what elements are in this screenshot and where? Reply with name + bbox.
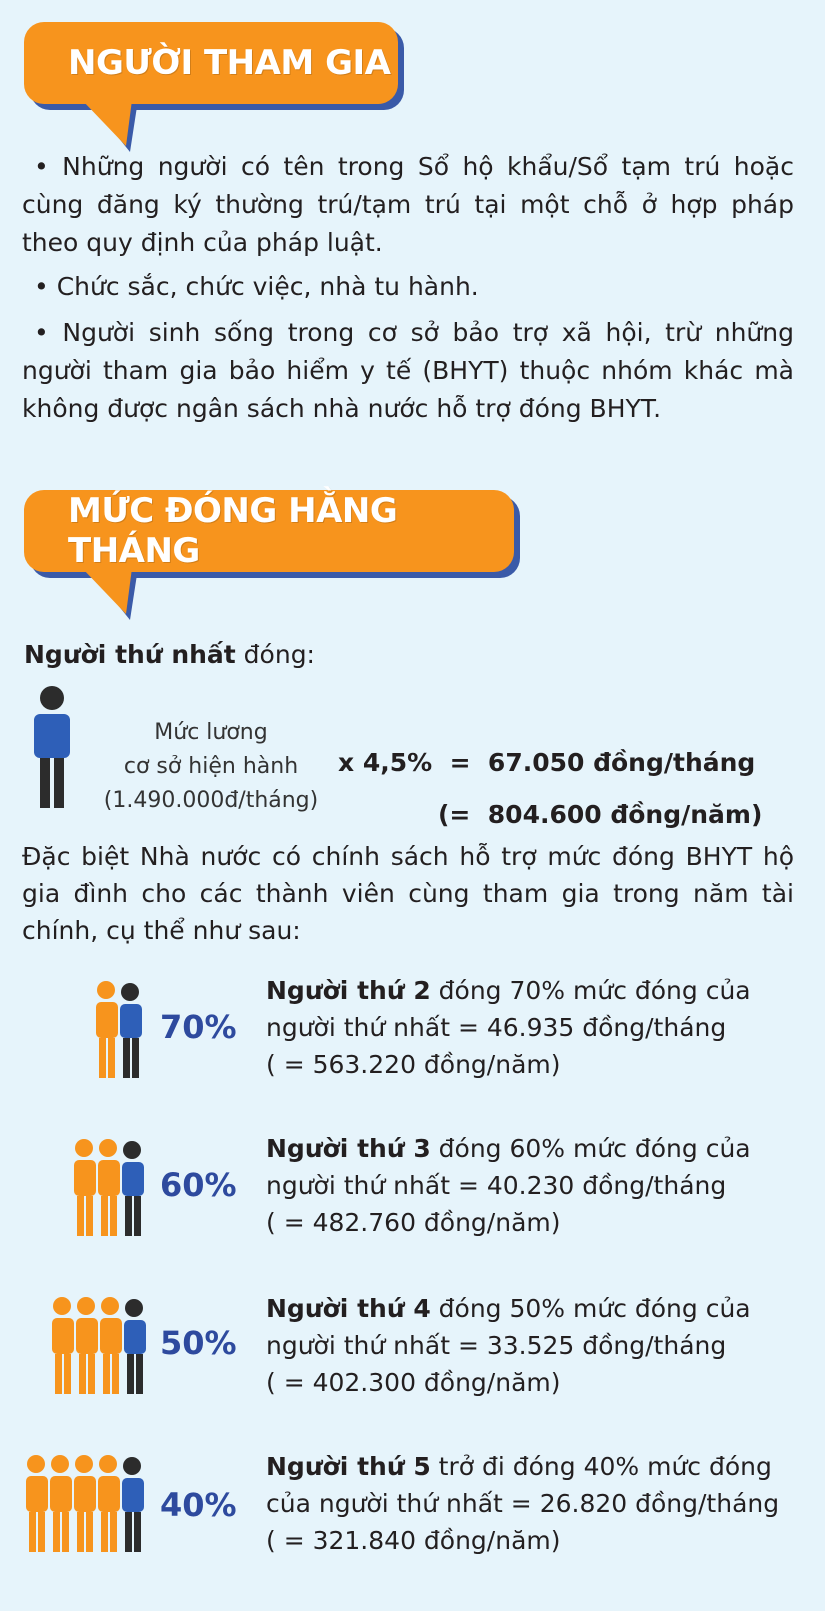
participant-bullet-2: • Chức sắc, chức việc, nhà tu hành. (34, 272, 479, 301)
tier-bold: Người thứ 5 (266, 1452, 431, 1481)
tier-line-3: ( = 402.300 đồng/năm) (266, 1368, 561, 1397)
tier-line-1: đóng 70% mức đóng của (430, 976, 751, 1005)
person-blue-icon (30, 686, 74, 808)
salary-line-2: cơ sở hiện hành (123, 754, 299, 779)
tier-line-2: người thứ nhất = 46.935 đồng/tháng (266, 1013, 727, 1042)
tier-person-4 (266, 1290, 796, 1401)
tier-line-1: đóng 50% mức đóng của (430, 1294, 751, 1323)
tier-line-3: ( = 321.840 đồng/năm) (266, 1526, 561, 1555)
participant-bullet-3: • Người sinh sống trong cơ sở bảo trợ xã hội, trừ những người tham gia bảo hiểm y tế (BHYT) thuộc nhóm khác mà không được ngân sách nhà nước hỗ trợ đóng BHYT. (22, 318, 794, 423)
tier-line-2: người thứ nhất = 33.525 đồng/tháng (266, 1331, 727, 1360)
tier-person-3 (266, 1130, 796, 1241)
tier-line-1: đóng 60% mức đóng của (430, 1134, 751, 1163)
tier-person-5 (266, 1448, 796, 1559)
first-person-rest: đóng: (235, 640, 315, 669)
first-person-label (24, 640, 315, 669)
percent-60: 60% (160, 1166, 237, 1204)
salary-line-1: Mức lương (154, 720, 268, 745)
tier-bold: Người thứ 3 (266, 1134, 431, 1163)
percent-50: 50% (160, 1324, 237, 1362)
percent-40: 40% (160, 1486, 237, 1524)
tier-bold: Người thứ 2 (266, 976, 431, 1005)
tier-line-2: người thứ nhất = 40.230 đồng/tháng (266, 1171, 727, 1200)
section-header-participants (24, 22, 398, 104)
first-person-bold: Người thứ nhất (24, 640, 236, 669)
people-5-icon (24, 1454, 146, 1552)
tier-line-3: ( = 563.220 đồng/năm) (266, 1050, 561, 1079)
formula-yearly: (= 804.600 đồng/năm) (438, 800, 763, 829)
people-2-icon (94, 980, 144, 1078)
support-text: Đặc biệt Nhà nước có chính sách hỗ trợ mức đóng BHYT hộ gia đình cho các thành viên cùng tham gia trong năm tài chính, cụ thể như sau: (22, 842, 794, 945)
salary-line-3: (1.490.000đ/tháng) (103, 788, 319, 813)
section-title: NGƯỜI THAM GIA (68, 43, 391, 83)
percent-70: 70% (160, 1008, 237, 1046)
tier-line-3: ( = 482.760 đồng/năm) (266, 1208, 561, 1237)
participant-bullet-1: • Những người có tên trong Sổ hộ khẩu/Sổ tạm trú hoặc cùng đăng ký thường trú/tạm trú tại một chỗ ở hợp pháp theo quy định của pháp luật. (22, 152, 794, 257)
bubble-tail (80, 568, 150, 628)
tier-person-2 (266, 972, 796, 1083)
people-4-icon (50, 1296, 148, 1394)
base-salary (86, 716, 336, 818)
tier-line-2: của người thứ nhất = 26.820 đồng/tháng (266, 1489, 780, 1518)
tier-line-1: trở đi đóng 40% mức đóng (430, 1452, 772, 1481)
people-3-icon (72, 1138, 146, 1236)
tier-bold: Người thứ 4 (266, 1294, 431, 1323)
section-header-monthly-fee (24, 490, 514, 572)
section-title: MỨC ĐÓNG HẰNG THÁNG (68, 491, 398, 571)
formula-monthly: x 4,5% = 67.050 đồng/tháng (338, 748, 756, 777)
